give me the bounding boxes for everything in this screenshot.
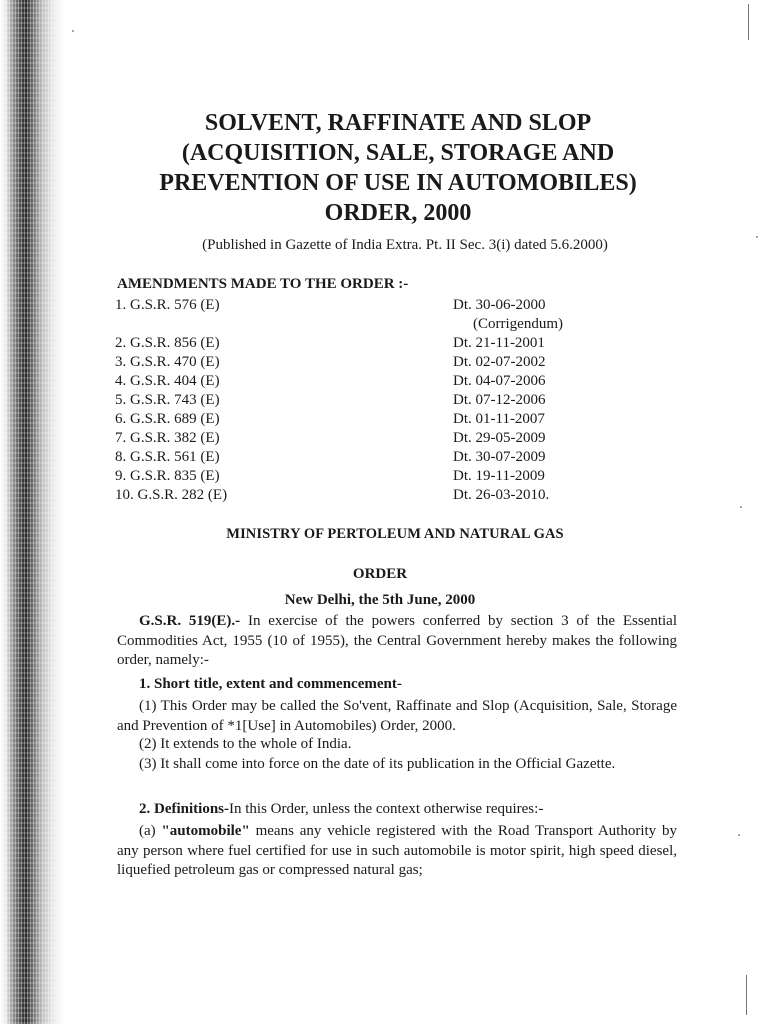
amendment-date: Dt. 02-07-2002 (453, 354, 546, 370)
clause-1-1 (117, 697, 677, 736)
ministry-heading: MINISTRY OF PERTOLEUM AND NATURAL GAS (226, 526, 564, 542)
scan-speck (756, 236, 758, 238)
preamble-text: In exercise of the powers conferred by section 3 of the Essential Commodities Act, 1955 (10 of 1955), the Central Government hereby makes the following order, namely:- (117, 613, 677, 668)
amendment-row (115, 353, 595, 372)
amendment-row (115, 486, 595, 505)
title-line: SOLVENT, RAFFINATE AND SLOP (204, 110, 592, 136)
amendment-ref: 2. G.S.R. 856 (E) (115, 335, 220, 351)
place-date: New Delhi, the 5th June, 2000 (284, 592, 476, 608)
amendment-ref: 8. G.S.R. 561 (E) (115, 449, 220, 465)
amendment-row (115, 467, 595, 486)
order-heading: ORDER (352, 566, 408, 582)
clause-text: (3) It shall come into force on the date of its publication in the Official Gazette. (139, 756, 616, 772)
amendment-ref: 7. G.S.R. 382 (E) (115, 430, 220, 446)
definition-text: means any vehicle registered with the Road Transport Authority by any person where fuel certified for use in such automobile is motor spirit, high speed diesel, liquefied petroleum gas or compressed natural gas; (117, 823, 677, 878)
amendment-ref: 3. G.S.R. 470 (E) (115, 354, 220, 370)
amendment-row (115, 391, 595, 410)
amendment-date: Dt. 19-11-2009 (453, 468, 545, 484)
definition-term: "automobile" (161, 823, 250, 839)
amendment-row (115, 334, 595, 353)
amendment-date: Dt. 21-11-2001 (453, 335, 545, 351)
amendment-ref: 9. G.S.R. 835 (E) (115, 468, 220, 484)
amendment-date: Dt. 29-05-2009 (453, 430, 546, 446)
section-2-heading: 2. Definitions- (139, 801, 229, 817)
scan-speck (740, 506, 742, 508)
gsr-label: G.S.R. 519(E).- (139, 613, 241, 629)
definition-a (117, 822, 677, 881)
amendment-row (115, 410, 595, 429)
section-2-intro: In this Order, unless the context otherwise requires:- (229, 801, 544, 817)
amendment-ref: 5. G.S.R. 743 (E) (115, 392, 220, 408)
publication-note: (Published in Gazette of India Extra. Pt. II Sec. 3(i) dated 5.6.2000) (202, 237, 608, 253)
section-1-heading: 1. Short title, extent and commencement- (139, 676, 402, 692)
amendment-ref: 1. G.S.R. 576 (E) (115, 297, 220, 313)
amendment-date: Dt. 30-06-2000 (453, 297, 546, 313)
amendment-note: (Corrigendum) (473, 316, 563, 332)
amendment-date: Dt. 01-11-2007 (453, 411, 545, 427)
clause-1-2: (2) It extends to the whole of India. (139, 736, 352, 752)
preamble-paragraph (117, 612, 677, 671)
amendment-date: Dt. 04-07-2006 (453, 373, 546, 389)
amendment-date: Dt. 26-03-2010. (453, 487, 550, 503)
amendment-row (115, 448, 595, 467)
amendment-ref: 4. G.S.R. 404 (E) (115, 373, 220, 389)
definition-label: (a) (139, 823, 162, 839)
clause-text: (1) This Order may be called the So'vent, Raffinate and Slop (Acquisition, Sale, Storage and Prevention of *1[Use] in Automobiles) Order, 2000. (117, 698, 677, 734)
amendments-list (115, 296, 595, 505)
amendment-date: Dt. 07-12-2006 (453, 392, 546, 408)
document-title (100, 108, 696, 228)
scan-speck (72, 30, 74, 32)
amendment-ref: 6. G.S.R. 689 (E) (115, 411, 220, 427)
title-line: PREVENTION OF USE IN AUTOMOBILES) (159, 170, 637, 196)
section-2-line (139, 801, 679, 818)
amendment-date: Dt. 30-07-2009 (453, 449, 546, 465)
clause-1-3 (117, 755, 677, 775)
scan-speck (738, 834, 740, 836)
amendment-row (115, 429, 595, 448)
amendment-ref: 10. G.S.R. 282 (E) (115, 487, 228, 503)
title-line: (ACQUISITION, SALE, STORAGE AND (181, 140, 615, 166)
amendment-row (115, 296, 595, 315)
amendment-row (115, 372, 595, 391)
title-line: ORDER, 2000 (324, 200, 472, 226)
amendments-heading: AMENDMENTS MADE TO THE ORDER :- (117, 276, 409, 292)
